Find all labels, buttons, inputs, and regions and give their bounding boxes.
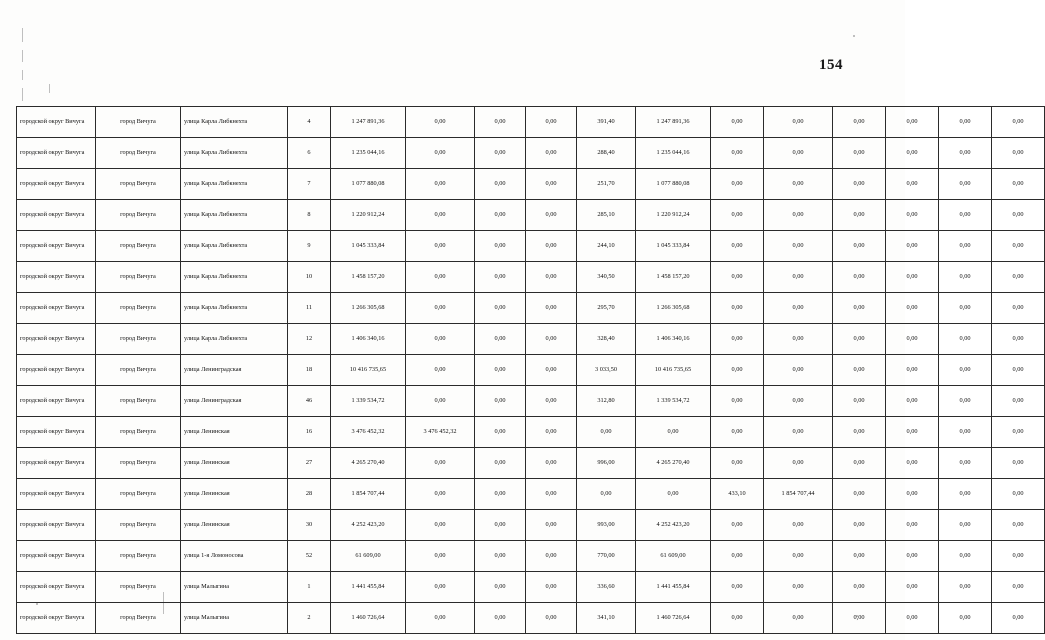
cell-total-cost: 10 416 735,65: [331, 355, 406, 386]
cell-col-m: 0,00: [833, 293, 886, 324]
cell-col-i: 312,80: [577, 386, 636, 417]
table-body: [17, 107, 1045, 634]
cell-col-l: 0,00: [764, 293, 833, 324]
cell-col-n: 0,00: [886, 448, 939, 479]
cell-col-o: 0,00: [939, 386, 992, 417]
cell-col-l: 1 854 707,44: [764, 479, 833, 510]
cell-col-f: 0,00: [406, 448, 475, 479]
cell-col-f: 0,00: [406, 479, 475, 510]
cell-total-cost: 1 220 912,24: [331, 200, 406, 231]
cell-city: город Вичуга: [96, 510, 181, 541]
cell-house: 30: [288, 510, 331, 541]
scan-artifact: [49, 84, 50, 93]
cell-col-k: 0,00: [711, 572, 764, 603]
cell-city: город Вичуга: [96, 107, 181, 138]
cell-house: 12: [288, 324, 331, 355]
cell-col-o: 0,00: [939, 169, 992, 200]
cell-col-f: 0,00: [406, 355, 475, 386]
cell-col-g: 0,00: [475, 324, 526, 355]
cell-total-cost: 1 441 455,84: [331, 572, 406, 603]
cell-col-l: 0,00: [764, 417, 833, 448]
cell-municipality: городской округ Вичуга: [17, 200, 96, 231]
cell-col-i: 996,00: [577, 448, 636, 479]
table-row: [17, 293, 1045, 324]
cell-col-g: 0,00: [475, 169, 526, 200]
cell-house: 9: [288, 231, 331, 262]
cell-col-k: 0,00: [711, 200, 764, 231]
cell-col-m: 0,00: [833, 355, 886, 386]
table-row: [17, 386, 1045, 417]
cell-col-k: 0,00: [711, 138, 764, 169]
cell-col-j: 1 460 726,64: [636, 603, 711, 634]
cell-col-h: 0,00: [526, 448, 577, 479]
cell-col-o: 0,00: [939, 262, 992, 293]
cell-municipality: городской округ Вичуга: [17, 231, 96, 262]
cell-total-cost: 1 266 305,68: [331, 293, 406, 324]
data-table: [16, 106, 1045, 634]
cell-col-h: 0,00: [526, 510, 577, 541]
cell-house: 16: [288, 417, 331, 448]
cell-municipality: городской округ Вичуга: [17, 541, 96, 572]
table-row: [17, 355, 1045, 386]
cell-col-j: 1 235 044,16: [636, 138, 711, 169]
cell-total-cost: 1 406 340,16: [331, 324, 406, 355]
cell-col-g: 0,00: [475, 448, 526, 479]
cell-city: город Вичуга: [96, 386, 181, 417]
cell-col-m: 0,00: [833, 107, 886, 138]
cell-total-cost: 1 460 726,64: [331, 603, 406, 634]
cell-total-cost: 1 045 333,84: [331, 231, 406, 262]
cell-col-p: 0,00: [992, 386, 1045, 417]
cell-col-p: 0,00: [992, 169, 1045, 200]
cell-house: 2: [288, 603, 331, 634]
cell-col-h: 0,00: [526, 262, 577, 293]
cell-street: улица Ленинская: [181, 479, 288, 510]
cell-col-f: 0,00: [406, 293, 475, 324]
cell-col-p: 0,00: [992, 324, 1045, 355]
cell-col-k: 0,00: [711, 169, 764, 200]
page-number: 154: [819, 57, 843, 73]
cell-col-l: 0,00: [764, 138, 833, 169]
scan-artifact: [22, 50, 23, 62]
cell-col-f: 0,00: [406, 138, 475, 169]
cell-col-o: 0,00: [939, 448, 992, 479]
cell-col-p: 0,00: [992, 200, 1045, 231]
cell-house: 52: [288, 541, 331, 572]
cell-col-h: 0,00: [526, 355, 577, 386]
cell-street: улица Ленинградская: [181, 386, 288, 417]
cell-col-f: 0,00: [406, 231, 475, 262]
cell-house: 7: [288, 169, 331, 200]
cell-col-k: 0,00: [711, 541, 764, 572]
cell-col-l: 0,00: [764, 510, 833, 541]
cell-col-i: 251,70: [577, 169, 636, 200]
cell-col-h: 0,00: [526, 231, 577, 262]
cell-col-l: 0,00: [764, 448, 833, 479]
cell-col-g: 0,00: [475, 417, 526, 448]
cell-col-n: 0,00: [886, 324, 939, 355]
cell-col-m: 0,00: [833, 386, 886, 417]
scan-artifact: [22, 28, 23, 42]
cell-col-m: 0,00: [833, 231, 886, 262]
cell-col-l: 0,00: [764, 324, 833, 355]
cell-col-k: 0,00: [711, 262, 764, 293]
cell-municipality: городской округ Вичуга: [17, 169, 96, 200]
cell-col-n: 0,00: [886, 231, 939, 262]
cell-col-i: 770,00: [577, 541, 636, 572]
cell-col-j: 1 077 880,08: [636, 169, 711, 200]
cell-col-j: 1 045 333,84: [636, 231, 711, 262]
cell-total-cost: 1 235 044,16: [331, 138, 406, 169]
cell-total-cost: 4 265 270,40: [331, 448, 406, 479]
cell-col-g: 0,00: [475, 479, 526, 510]
cell-col-j: 1 247 891,36: [636, 107, 711, 138]
cell-col-n: 0,00: [886, 107, 939, 138]
cell-col-l: 0,00: [764, 262, 833, 293]
cell-col-j: 10 416 735,65: [636, 355, 711, 386]
cell-street: улица Ленинская: [181, 448, 288, 479]
scan-artifact: [22, 88, 23, 101]
cell-total-cost: 1 077 880,08: [331, 169, 406, 200]
cell-col-p: 0,00: [992, 138, 1045, 169]
table-row: [17, 138, 1045, 169]
cell-col-n: 0,00: [886, 355, 939, 386]
cell-municipality: городской округ Вичуга: [17, 107, 96, 138]
cell-municipality: городской округ Вичуга: [17, 355, 96, 386]
cell-col-g: 0,00: [475, 138, 526, 169]
cell-street: улица Малыгина: [181, 572, 288, 603]
cell-house: 28: [288, 479, 331, 510]
cell-col-l: 0,00: [764, 231, 833, 262]
cell-city: город Вичуга: [96, 231, 181, 262]
cell-col-i: 285,10: [577, 200, 636, 231]
cell-street: улица Карла Либкнехта: [181, 200, 288, 231]
cell-col-m: 0,00: [833, 324, 886, 355]
cell-col-l: 0,00: [764, 355, 833, 386]
cell-city: город Вичуга: [96, 541, 181, 572]
cell-col-p: 0,00: [992, 355, 1045, 386]
cell-total-cost: 1 458 157,20: [331, 262, 406, 293]
cell-city: город Вичуга: [96, 572, 181, 603]
cell-col-f: 0,00: [406, 107, 475, 138]
cell-col-p: 0,00: [992, 541, 1045, 572]
cell-col-n: 0,00: [886, 138, 939, 169]
cell-city: город Вичуга: [96, 324, 181, 355]
cell-municipality: городской округ Вичуга: [17, 479, 96, 510]
cell-col-m: 0,00: [833, 417, 886, 448]
cell-col-h: 0,00: [526, 138, 577, 169]
cell-city: город Вичуга: [96, 417, 181, 448]
cell-col-j: 1 339 534,72: [636, 386, 711, 417]
cell-col-m: 0,00: [833, 262, 886, 293]
cell-col-j: 61 609,00: [636, 541, 711, 572]
cell-municipality: городской округ Вичуга: [17, 448, 96, 479]
cell-col-i: 288,40: [577, 138, 636, 169]
cell-col-n: 0,00: [886, 262, 939, 293]
cell-col-i: 244,10: [577, 231, 636, 262]
cell-col-o: 0,00: [939, 572, 992, 603]
cell-col-n: 0,00: [886, 169, 939, 200]
cell-col-p: 0,00: [992, 417, 1045, 448]
cell-col-f: 0,00: [406, 200, 475, 231]
cell-col-j: 4 252 423,20: [636, 510, 711, 541]
cell-municipality: городской округ Вичуга: [17, 138, 96, 169]
cell-col-o: 0,00: [939, 479, 992, 510]
cell-street: улица Малыгина: [181, 603, 288, 634]
cell-col-f: 0,00: [406, 386, 475, 417]
cell-house: 18: [288, 355, 331, 386]
cell-street: улица Карла Либкнехта: [181, 231, 288, 262]
cell-municipality: городской округ Вичуга: [17, 603, 96, 634]
cell-col-k: 0,00: [711, 448, 764, 479]
cell-col-h: 0,00: [526, 386, 577, 417]
cell-house: 1: [288, 572, 331, 603]
scan-artifact: [22, 70, 23, 80]
table-row: [17, 169, 1045, 200]
cell-municipality: городской округ Вичуга: [17, 262, 96, 293]
cell-col-g: 0,00: [475, 386, 526, 417]
table-row: [17, 510, 1045, 541]
cell-col-f: 0,00: [406, 541, 475, 572]
cell-col-i: 993,00: [577, 510, 636, 541]
cell-col-o: 0,00: [939, 510, 992, 541]
cell-col-f: 0,00: [406, 324, 475, 355]
cell-municipality: городской округ Вичуга: [17, 510, 96, 541]
cell-col-m: 0,00: [833, 541, 886, 572]
cell-col-l: 0,00: [764, 603, 833, 634]
cell-city: город Вичуга: [96, 603, 181, 634]
cell-col-n: 0,00: [886, 200, 939, 231]
cell-col-k: 0,00: [711, 293, 764, 324]
cell-street: улица Карла Либкнехта: [181, 324, 288, 355]
cell-col-j: 1 441 455,84: [636, 572, 711, 603]
cell-col-o: 0,00: [939, 417, 992, 448]
cell-col-n: 0,00: [886, 572, 939, 603]
cell-col-l: 0,00: [764, 169, 833, 200]
cell-col-g: 0,00: [475, 603, 526, 634]
cell-col-j: 4 265 270,40: [636, 448, 711, 479]
cell-col-o: 0,00: [939, 107, 992, 138]
cell-street: улица Ленинградская: [181, 355, 288, 386]
cell-col-k: 0,00: [711, 510, 764, 541]
cell-col-i: 0,00: [577, 417, 636, 448]
cell-col-o: 0,00: [939, 541, 992, 572]
cell-col-h: 0,00: [526, 417, 577, 448]
cell-municipality: городской округ Вичуга: [17, 572, 96, 603]
cell-city: город Вичуга: [96, 293, 181, 324]
cell-city: город Вичуга: [96, 355, 181, 386]
cell-col-f: 0,00: [406, 510, 475, 541]
table-row: [17, 541, 1045, 572]
cell-col-m: 0,00: [833, 510, 886, 541]
table-row: [17, 262, 1045, 293]
cell-total-cost: 4 252 423,20: [331, 510, 406, 541]
cell-col-l: 0,00: [764, 200, 833, 231]
cell-col-p: 0,00: [992, 107, 1045, 138]
cell-col-k: 0,00: [711, 324, 764, 355]
cell-city: город Вичуга: [96, 479, 181, 510]
cell-col-i: 0,00: [577, 479, 636, 510]
cell-col-k: 0,00: [711, 355, 764, 386]
data-table-container: [16, 106, 1024, 634]
cell-col-f: 0,00: [406, 603, 475, 634]
cell-col-m: 0,00: [833, 572, 886, 603]
cell-col-n: 0,00: [886, 541, 939, 572]
cell-col-n: 0,00: [886, 293, 939, 324]
cell-col-h: 0,00: [526, 603, 577, 634]
cell-col-p: 0,00: [992, 510, 1045, 541]
table-row: [17, 479, 1045, 510]
cell-street: улица Ленинская: [181, 510, 288, 541]
cell-total-cost: 1 247 891,36: [331, 107, 406, 138]
cell-col-f: 0,00: [406, 572, 475, 603]
cell-col-l: 0,00: [764, 541, 833, 572]
cell-col-h: 0,00: [526, 200, 577, 231]
cell-col-m: 0,00: [833, 603, 886, 634]
table-row: [17, 107, 1045, 138]
cell-total-cost: 1 339 534,72: [331, 386, 406, 417]
cell-street: улица Карла Либкнехта: [181, 138, 288, 169]
table-row: [17, 324, 1045, 355]
cell-col-o: 0,00: [939, 200, 992, 231]
table-row: [17, 200, 1045, 231]
cell-col-k: 0,00: [711, 417, 764, 448]
cell-house: 4: [288, 107, 331, 138]
cell-col-m: 0,00: [833, 448, 886, 479]
cell-col-g: 0,00: [475, 231, 526, 262]
cell-col-o: 0,00: [939, 603, 992, 634]
cell-house: 6: [288, 138, 331, 169]
cell-total-cost: 1 854 707,44: [331, 479, 406, 510]
cell-col-g: 0,00: [475, 355, 526, 386]
cell-col-o: 0,00: [939, 231, 992, 262]
cell-col-n: 0,00: [886, 386, 939, 417]
cell-city: город Вичуга: [96, 138, 181, 169]
cell-house: 27: [288, 448, 331, 479]
cell-col-h: 0,00: [526, 324, 577, 355]
cell-col-n: 0,00: [886, 510, 939, 541]
scan-artifact: [853, 35, 855, 37]
cell-col-p: 0,00: [992, 572, 1045, 603]
cell-municipality: городской округ Вичуга: [17, 324, 96, 355]
table-row: [17, 448, 1045, 479]
cell-col-p: 0,00: [992, 231, 1045, 262]
table-row: [17, 417, 1045, 448]
cell-street: улица Ленинская: [181, 417, 288, 448]
cell-col-h: 0,00: [526, 293, 577, 324]
cell-street: улица Карла Либкнехта: [181, 262, 288, 293]
cell-col-f: 0,00: [406, 169, 475, 200]
cell-municipality: городской округ Вичуга: [17, 293, 96, 324]
cell-col-j: 0,00: [636, 479, 711, 510]
cell-total-cost: 61 609,00: [331, 541, 406, 572]
cell-col-p: 0,00: [992, 479, 1045, 510]
cell-col-i: 341,10: [577, 603, 636, 634]
cell-col-n: 0,00: [886, 603, 939, 634]
cell-col-o: 0,00: [939, 355, 992, 386]
cell-col-i: 3 033,50: [577, 355, 636, 386]
cell-col-j: 0,00: [636, 417, 711, 448]
cell-col-h: 0,00: [526, 107, 577, 138]
cell-col-p: 0,00: [992, 293, 1045, 324]
cell-street: улица Карла Либкнехта: [181, 293, 288, 324]
table-row: [17, 572, 1045, 603]
cell-col-i: 340,50: [577, 262, 636, 293]
cell-col-m: 0,00: [833, 138, 886, 169]
cell-col-m: 0,00: [833, 169, 886, 200]
cell-col-g: 0,00: [475, 293, 526, 324]
cell-house: 11: [288, 293, 331, 324]
cell-col-j: 1 406 340,16: [636, 324, 711, 355]
cell-col-h: 0,00: [526, 572, 577, 603]
cell-col-f: 0,00: [406, 262, 475, 293]
cell-col-g: 0,00: [475, 541, 526, 572]
cell-col-h: 0,00: [526, 169, 577, 200]
cell-col-l: 0,00: [764, 386, 833, 417]
cell-house: 46: [288, 386, 331, 417]
cell-col-o: 0,00: [939, 293, 992, 324]
table-row: [17, 603, 1045, 634]
cell-col-l: 0,00: [764, 107, 833, 138]
cell-col-p: 0,00: [992, 262, 1045, 293]
cell-col-n: 0,00: [886, 417, 939, 448]
cell-col-m: 0,00: [833, 200, 886, 231]
cell-col-o: 0,00: [939, 324, 992, 355]
cell-col-l: 0,00: [764, 572, 833, 603]
cell-col-j: 1 266 305,68: [636, 293, 711, 324]
cell-city: город Вичуга: [96, 169, 181, 200]
cell-col-g: 0,00: [475, 510, 526, 541]
cell-municipality: городской округ Вичуга: [17, 386, 96, 417]
cell-col-h: 0,00: [526, 479, 577, 510]
cell-col-p: 0,00: [992, 603, 1045, 634]
cell-house: 8: [288, 200, 331, 231]
cell-col-g: 0,00: [475, 262, 526, 293]
cell-col-i: 391,40: [577, 107, 636, 138]
cell-street: улица Карла Либкнехта: [181, 169, 288, 200]
cell-col-n: 0,00: [886, 479, 939, 510]
cell-col-k: 0,00: [711, 386, 764, 417]
cell-col-i: 328,40: [577, 324, 636, 355]
cell-city: город Вичуга: [96, 448, 181, 479]
cell-col-j: 1 220 912,24: [636, 200, 711, 231]
cell-col-i: 336,60: [577, 572, 636, 603]
cell-col-h: 0,00: [526, 541, 577, 572]
cell-col-o: 0,00: [939, 138, 992, 169]
table-row: [17, 231, 1045, 262]
cell-col-k: 433,10: [711, 479, 764, 510]
cell-col-g: 0,00: [475, 200, 526, 231]
cell-col-p: 0,00: [992, 448, 1045, 479]
cell-city: город Вичуга: [96, 262, 181, 293]
cell-house: 10: [288, 262, 331, 293]
cell-city: город Вичуга: [96, 200, 181, 231]
cell-street: улица 1-я Ломоносова: [181, 541, 288, 572]
cell-municipality: городской округ Вичуга: [17, 417, 96, 448]
cell-col-g: 0,00: [475, 572, 526, 603]
cell-street: улица Карла Либкнехта: [181, 107, 288, 138]
cell-col-k: 0,00: [711, 603, 764, 634]
cell-col-k: 0,00: [711, 107, 764, 138]
cell-col-j: 1 458 157,20: [636, 262, 711, 293]
cell-col-g: 0,00: [475, 107, 526, 138]
cell-col-m: 0,00: [833, 479, 886, 510]
cell-col-f: 3 476 452,32: [406, 417, 475, 448]
cell-col-i: 295,70: [577, 293, 636, 324]
cell-col-k: 0,00: [711, 231, 764, 262]
cell-total-cost: 3 476 452,32: [331, 417, 406, 448]
